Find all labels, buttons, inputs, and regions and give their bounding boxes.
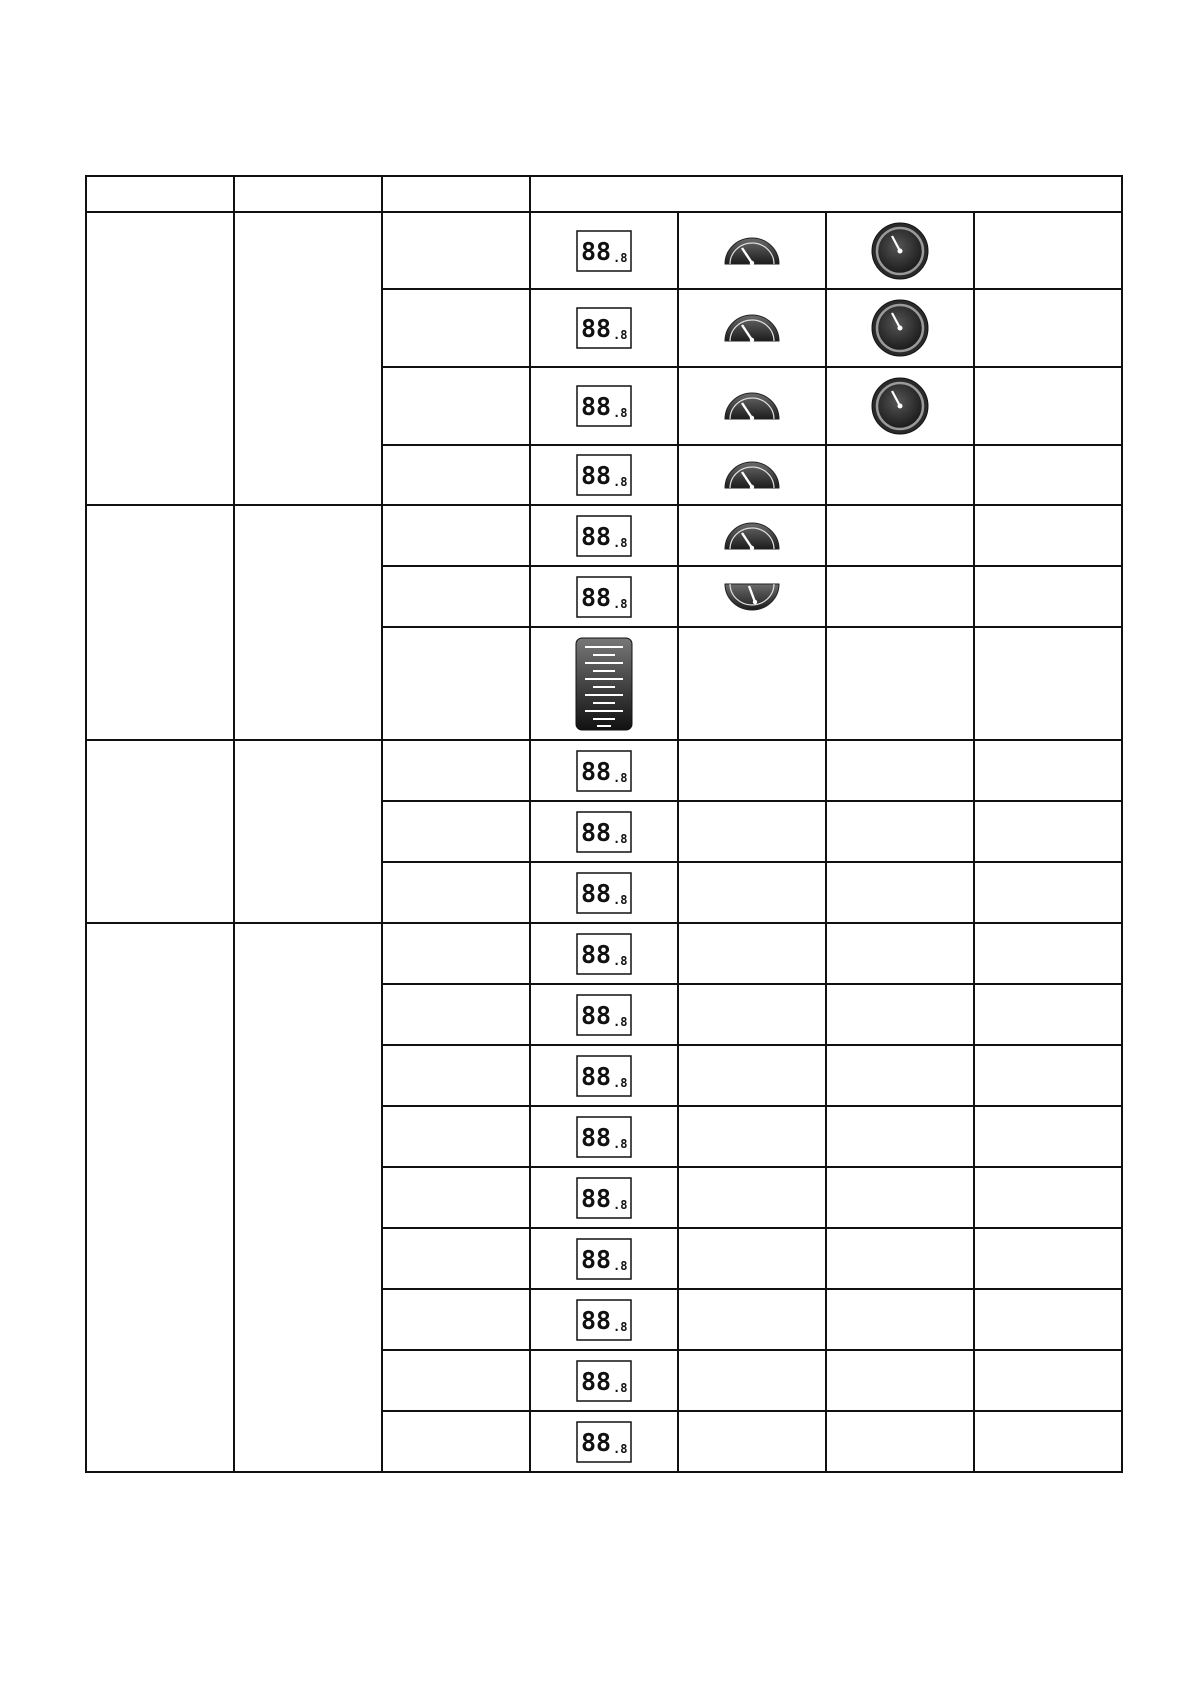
- empty-cell: [826, 445, 974, 505]
- svg-text:.8: .8: [613, 1136, 628, 1151]
- row-label: [382, 1106, 530, 1167]
- svg-text:88: 88: [581, 1427, 612, 1457]
- group-label-b: [234, 212, 382, 505]
- empty-cell: [974, 984, 1122, 1045]
- svg-text:.8: .8: [613, 1197, 628, 1212]
- svg-text:88: 88: [581, 1366, 612, 1396]
- empty-cell: [826, 984, 974, 1045]
- row-label: [382, 367, 530, 445]
- svg-text:88: 88: [581, 878, 612, 908]
- svg-text:.8: .8: [613, 1075, 628, 1090]
- empty-cell: [678, 1350, 826, 1411]
- group-label-b: [234, 740, 382, 923]
- icon-cell: [530, 566, 678, 627]
- icon-cell: [530, 367, 678, 445]
- empty-cell: [974, 1045, 1122, 1106]
- round-dial-icon: [871, 299, 929, 357]
- svg-text:88: 88: [581, 392, 612, 421]
- icon-cell: [678, 367, 826, 445]
- svg-text:.8: .8: [613, 406, 628, 420]
- header-cell: [382, 176, 530, 212]
- svg-text:88: 88: [581, 756, 612, 786]
- digital-display-icon: [576, 1238, 632, 1280]
- icon-cell: [530, 1228, 678, 1289]
- icon-cell: [678, 212, 826, 289]
- empty-cell: [826, 627, 974, 740]
- empty-cell: [678, 627, 826, 740]
- digital-display-icon: [576, 872, 632, 914]
- digital-display-icon: [576, 1177, 632, 1219]
- empty-cell: [974, 212, 1122, 289]
- row-label: [382, 1289, 530, 1350]
- icon-cell: [530, 1411, 678, 1472]
- empty-cell: [678, 1411, 826, 1472]
- table-row: [86, 740, 1122, 801]
- empty-cell: [974, 1411, 1122, 1472]
- empty-cell: [678, 923, 826, 984]
- svg-text:.8: .8: [613, 596, 628, 611]
- icon-cell: [530, 1350, 678, 1411]
- empty-cell: [826, 862, 974, 923]
- table-row: [86, 505, 1122, 566]
- empty-cell: [974, 862, 1122, 923]
- empty-cell: [826, 505, 974, 566]
- empty-cell: [974, 740, 1122, 801]
- svg-text:.8: .8: [613, 953, 628, 968]
- semicircle-gauge-icon: [723, 236, 781, 266]
- digital-display-icon: [576, 1055, 632, 1097]
- empty-cell: [678, 740, 826, 801]
- group-label-a: [86, 505, 234, 740]
- icon-cell: [678, 566, 826, 627]
- group-label-b: [234, 505, 382, 740]
- svg-text:88: 88: [581, 939, 612, 969]
- digital-display-icon: [576, 933, 632, 975]
- row-label: [382, 1045, 530, 1106]
- row-label: [382, 862, 530, 923]
- digital-display-icon: [576, 750, 632, 792]
- icon-cell: [530, 505, 678, 566]
- empty-cell: [678, 1167, 826, 1228]
- row-label: [382, 289, 530, 367]
- semicircle-gauge-icon: [723, 521, 781, 551]
- row-label: [382, 627, 530, 740]
- empty-cell: [974, 445, 1122, 505]
- icon-cell: [530, 212, 678, 289]
- svg-text:.8: .8: [613, 1441, 628, 1456]
- icon-cell: [678, 505, 826, 566]
- svg-text:88: 88: [581, 1061, 612, 1091]
- empty-cell: [826, 1228, 974, 1289]
- svg-text:88: 88: [581, 1305, 612, 1335]
- empty-cell: [974, 289, 1122, 367]
- empty-cell: [974, 923, 1122, 984]
- inverted-semicircle-gauge-icon: [723, 582, 781, 612]
- header-row: [86, 176, 1122, 212]
- group-label-b: [234, 923, 382, 1472]
- icon-cell: [678, 289, 826, 367]
- empty-cell: [974, 1167, 1122, 1228]
- svg-text:.8: .8: [613, 1380, 628, 1395]
- svg-text:88: 88: [581, 582, 612, 612]
- svg-text:.8: .8: [613, 475, 628, 489]
- header-cell: [234, 176, 382, 212]
- round-dial-icon: [871, 222, 929, 280]
- svg-text:.8: .8: [613, 250, 628, 265]
- row-label: [382, 923, 530, 984]
- svg-text:.8: .8: [613, 831, 628, 846]
- semicircle-gauge-icon: [723, 460, 781, 490]
- empty-cell: [974, 566, 1122, 627]
- empty-cell: [678, 1289, 826, 1350]
- row-label: [382, 740, 530, 801]
- svg-text:88: 88: [581, 314, 612, 343]
- empty-cell: [678, 1228, 826, 1289]
- empty-cell: [974, 1350, 1122, 1411]
- icon-cell: [530, 984, 678, 1045]
- digital-display-icon: [576, 1421, 632, 1463]
- svg-text:.8: .8: [613, 770, 628, 785]
- digital-display-icon: [576, 230, 632, 272]
- empty-cell: [678, 801, 826, 862]
- svg-text:88: 88: [581, 1000, 612, 1030]
- svg-text:88: 88: [581, 817, 612, 847]
- row-label: [382, 1167, 530, 1228]
- empty-cell: [678, 862, 826, 923]
- icon-cell: [530, 289, 678, 367]
- digital-display-icon: [576, 811, 632, 853]
- icon-cell: [530, 740, 678, 801]
- row-label: [382, 1350, 530, 1411]
- svg-text:88: 88: [581, 236, 612, 266]
- icon-cell: [530, 1045, 678, 1106]
- icon-cell: [530, 923, 678, 984]
- icon-cell: [530, 862, 678, 923]
- digital-display-icon: [576, 994, 632, 1036]
- empty-cell: [826, 1350, 974, 1411]
- row-label: [382, 1411, 530, 1472]
- group-label-a: [86, 923, 234, 1472]
- svg-text:88: 88: [581, 521, 612, 551]
- digital-display-icon: [576, 1360, 632, 1402]
- digital-display-icon: [576, 515, 632, 557]
- digital-display-icon: [576, 576, 632, 618]
- group-label-a: [86, 212, 234, 505]
- row-label: [382, 801, 530, 862]
- icon-cell: [530, 801, 678, 862]
- row-label: [382, 445, 530, 505]
- svg-text:88: 88: [581, 1183, 612, 1213]
- digital-display-icon: [576, 385, 632, 427]
- empty-cell: [678, 984, 826, 1045]
- empty-cell: [826, 1045, 974, 1106]
- empty-cell: [678, 1045, 826, 1106]
- icon-cell: [530, 1106, 678, 1167]
- icon-table: [85, 175, 1123, 1473]
- empty-cell: [974, 505, 1122, 566]
- icon-cell: [826, 289, 974, 367]
- svg-text:88: 88: [581, 1122, 612, 1152]
- empty-cell: [974, 1289, 1122, 1350]
- icon-cell: [678, 445, 826, 505]
- empty-cell: [974, 1228, 1122, 1289]
- table-row: [86, 212, 1122, 289]
- empty-cell: [826, 566, 974, 627]
- row-label: [382, 984, 530, 1045]
- empty-cell: [974, 801, 1122, 862]
- empty-cell: [678, 1106, 826, 1167]
- svg-text:88: 88: [581, 1244, 612, 1274]
- header-cell: [530, 176, 1122, 212]
- row-label: [382, 505, 530, 566]
- vertical-level-meter-icon: [575, 637, 633, 731]
- semicircle-gauge-icon: [723, 313, 781, 343]
- row-label: [382, 1228, 530, 1289]
- empty-cell: [974, 627, 1122, 740]
- svg-text:.8: .8: [613, 1258, 628, 1273]
- group-label-a: [86, 740, 234, 923]
- svg-text:.8: .8: [613, 1319, 628, 1334]
- empty-cell: [826, 1106, 974, 1167]
- svg-text:.8: .8: [613, 535, 628, 550]
- empty-cell: [826, 801, 974, 862]
- digital-display-icon: [576, 1116, 632, 1158]
- icon-cell: [530, 627, 678, 740]
- empty-cell: [826, 1167, 974, 1228]
- semicircle-gauge-icon: [723, 391, 781, 421]
- svg-text:88: 88: [581, 461, 612, 490]
- digital-display-icon: [576, 1299, 632, 1341]
- empty-cell: [826, 1411, 974, 1472]
- empty-cell: [974, 367, 1122, 445]
- empty-cell: [974, 1106, 1122, 1167]
- digital-display-icon: [576, 307, 632, 349]
- svg-text:.8: .8: [613, 328, 628, 342]
- icon-cell: [530, 445, 678, 505]
- digital-display-icon: [576, 454, 632, 496]
- round-dial-icon: [871, 377, 929, 435]
- row-label: [382, 212, 530, 289]
- icon-cell: [826, 367, 974, 445]
- empty-cell: [826, 1289, 974, 1350]
- icon-cell: [826, 212, 974, 289]
- row-label: [382, 566, 530, 627]
- empty-cell: [826, 923, 974, 984]
- icon-cell: [530, 1289, 678, 1350]
- svg-text:.8: .8: [613, 1014, 628, 1029]
- table-row: [86, 923, 1122, 984]
- svg-text:.8: .8: [613, 892, 628, 907]
- header-cell: [86, 176, 234, 212]
- empty-cell: [826, 740, 974, 801]
- icon-cell: [530, 1167, 678, 1228]
